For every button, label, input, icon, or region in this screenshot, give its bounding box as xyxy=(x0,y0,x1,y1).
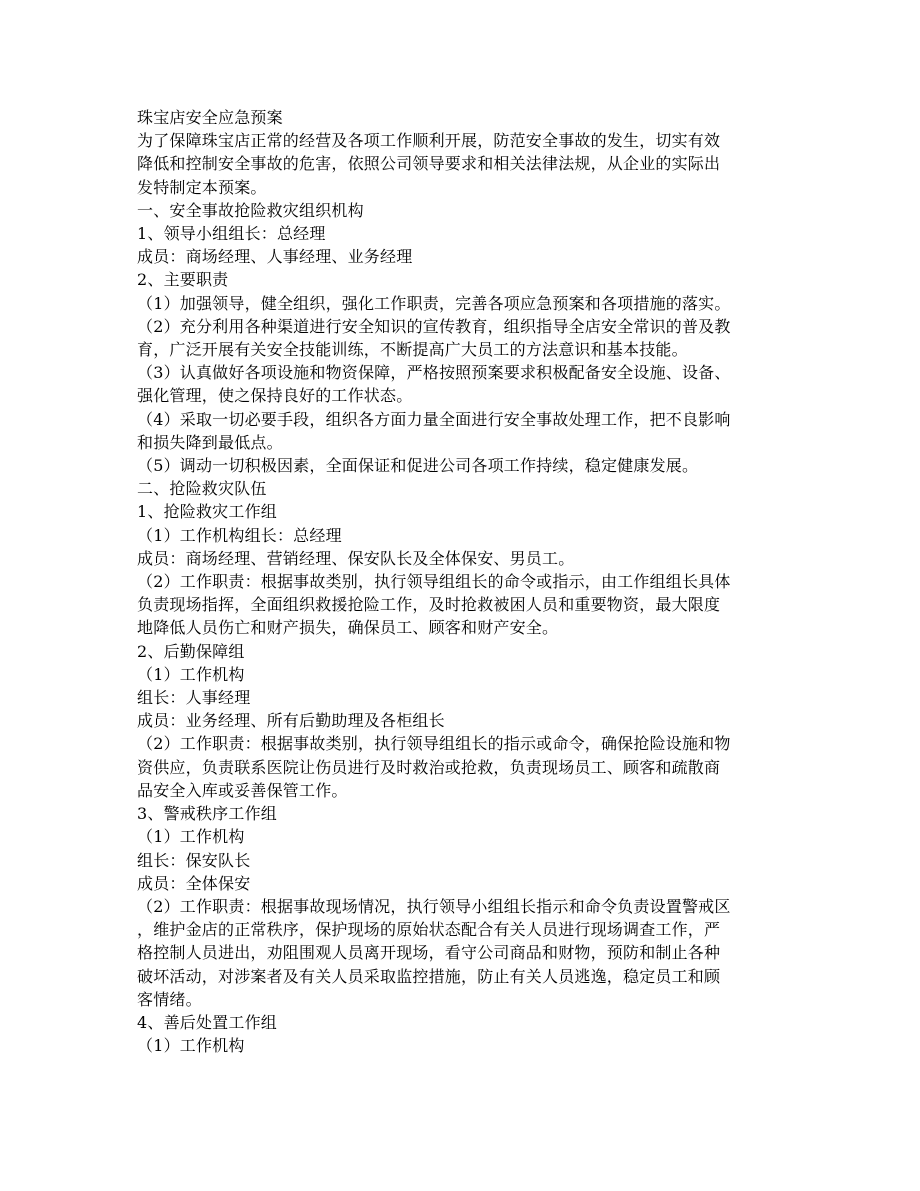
text-line: 组长：人事经理 xyxy=(137,688,251,708)
text-line: （2）工作职责：根据事故类别，执行领导组组长的指示或命令，确保抢险设施和物 xyxy=(137,734,731,754)
text-line: 为了保障珠宝店正常的经营及各项工作顺利开展，防范安全事故的发生，切实有效 xyxy=(137,131,721,151)
text-line: （1）工作机构 xyxy=(137,664,245,684)
text-line: （4）采取一切必要手段，组织各方面力量全面进行安全事故处理工作，把不良影响 xyxy=(137,409,731,429)
text-line: （1）工作机构 xyxy=(137,827,245,847)
text-line: 和损失降到最低点。 xyxy=(137,432,283,452)
text-line: （5）调动一切积极因素，全面保证和促进公司各项工作持续，稳定健康发展。 xyxy=(137,456,699,476)
text-line: ，维护金店的正常秩序，保护现场的原始状态配合有关人员进行现场调查工作，严 xyxy=(137,920,721,940)
text-line: （2）工作职责：根据事故现场情况，执行领导小组组长指示和命令负责设置警戒区 xyxy=(137,896,731,916)
text-line: 成员：商场经理、人事经理、业务经理 xyxy=(137,247,413,267)
text-line: 成员：全体保安 xyxy=(137,873,251,893)
text-line: （1）加强领导，健全组织，强化工作职责，完善各项应急预案和各项措施的落实。 xyxy=(137,293,731,313)
text-line: 2、主要职责 xyxy=(137,270,229,290)
text-line: 破坏活动，对涉案者及有关人员采取监控措施，防止有关人员逃逸，稳定员工和顾 xyxy=(137,966,721,986)
text-line: 格控制人员进出，劝阻围观人员离开现场，看守公司商品和财物，预防和制止各种 xyxy=(137,943,721,963)
text-line: 4、善后处置工作组 xyxy=(137,1012,277,1032)
document-title: 珠宝店安全应急预案 xyxy=(137,108,283,127)
document-page xyxy=(137,106,792,1057)
text-line: 1、领导小组组长：总经理 xyxy=(137,224,326,244)
text-line: 育，广泛开展有关安全技能训练，不断提高广大员工的方法意识和基本技能。 xyxy=(137,340,688,360)
text-line: 地降低人员伤亡和财产损失，确保员工、顾客和财产安全。 xyxy=(137,618,559,638)
text-line: 组长：保安队长 xyxy=(137,850,251,870)
text-line: 降低和控制安全事故的危害，依照公司领导要求和相关法律法规，从企业的实际出 xyxy=(137,154,721,174)
text-line: 2、后勤保障组 xyxy=(137,641,245,661)
text-line: 成员：商场经理、营销经理、保安队长及全体保安、男员工。 xyxy=(137,548,575,568)
text-line: 1、抢险救灾工作组 xyxy=(137,502,277,522)
section-heading: 二、抢险救灾队伍 xyxy=(137,479,267,499)
text-line: 负责现场指挥，全面组织救援抢险工作，及时抢救被困人员和重要物资，最大限度 xyxy=(137,595,721,615)
text-line: 客情绪。 xyxy=(137,989,202,1009)
text-line: 发特制定本预案。 xyxy=(137,177,267,197)
text-line: （1）工作机构组长：总经理 xyxy=(137,525,342,545)
section-heading: 一、安全事故抢险救灾组织机构 xyxy=(137,200,364,220)
text-line: 资供应，负责联系医院让伤员进行及时救治或抢救，负责现场员工、顾客和疏散商 xyxy=(137,757,721,777)
text-line: （1）工作机构 xyxy=(137,1036,245,1056)
text-line: 品安全入库或妥善保管工作。 xyxy=(137,780,348,800)
text-line: 成员：业务经理、所有后勤助理及各柜组长 xyxy=(137,711,445,731)
text-line: （3）认真做好各项设施和物资保障，严格按照预案要求积极配备安全设施、设备、 xyxy=(137,363,731,383)
text-line: 强化管理，使之保持良好的工作状态。 xyxy=(137,386,413,406)
text-line: （2）工作职责：根据事故类别，执行领导组组长的命令或指示，由工作组组长具体 xyxy=(137,572,731,592)
text-line: 3、警戒秩序工作组 xyxy=(137,804,277,824)
text-line: （2）充分利用各种渠道进行安全知识的宣传教育，组织指导全店安全常识的普及教 xyxy=(137,316,731,336)
